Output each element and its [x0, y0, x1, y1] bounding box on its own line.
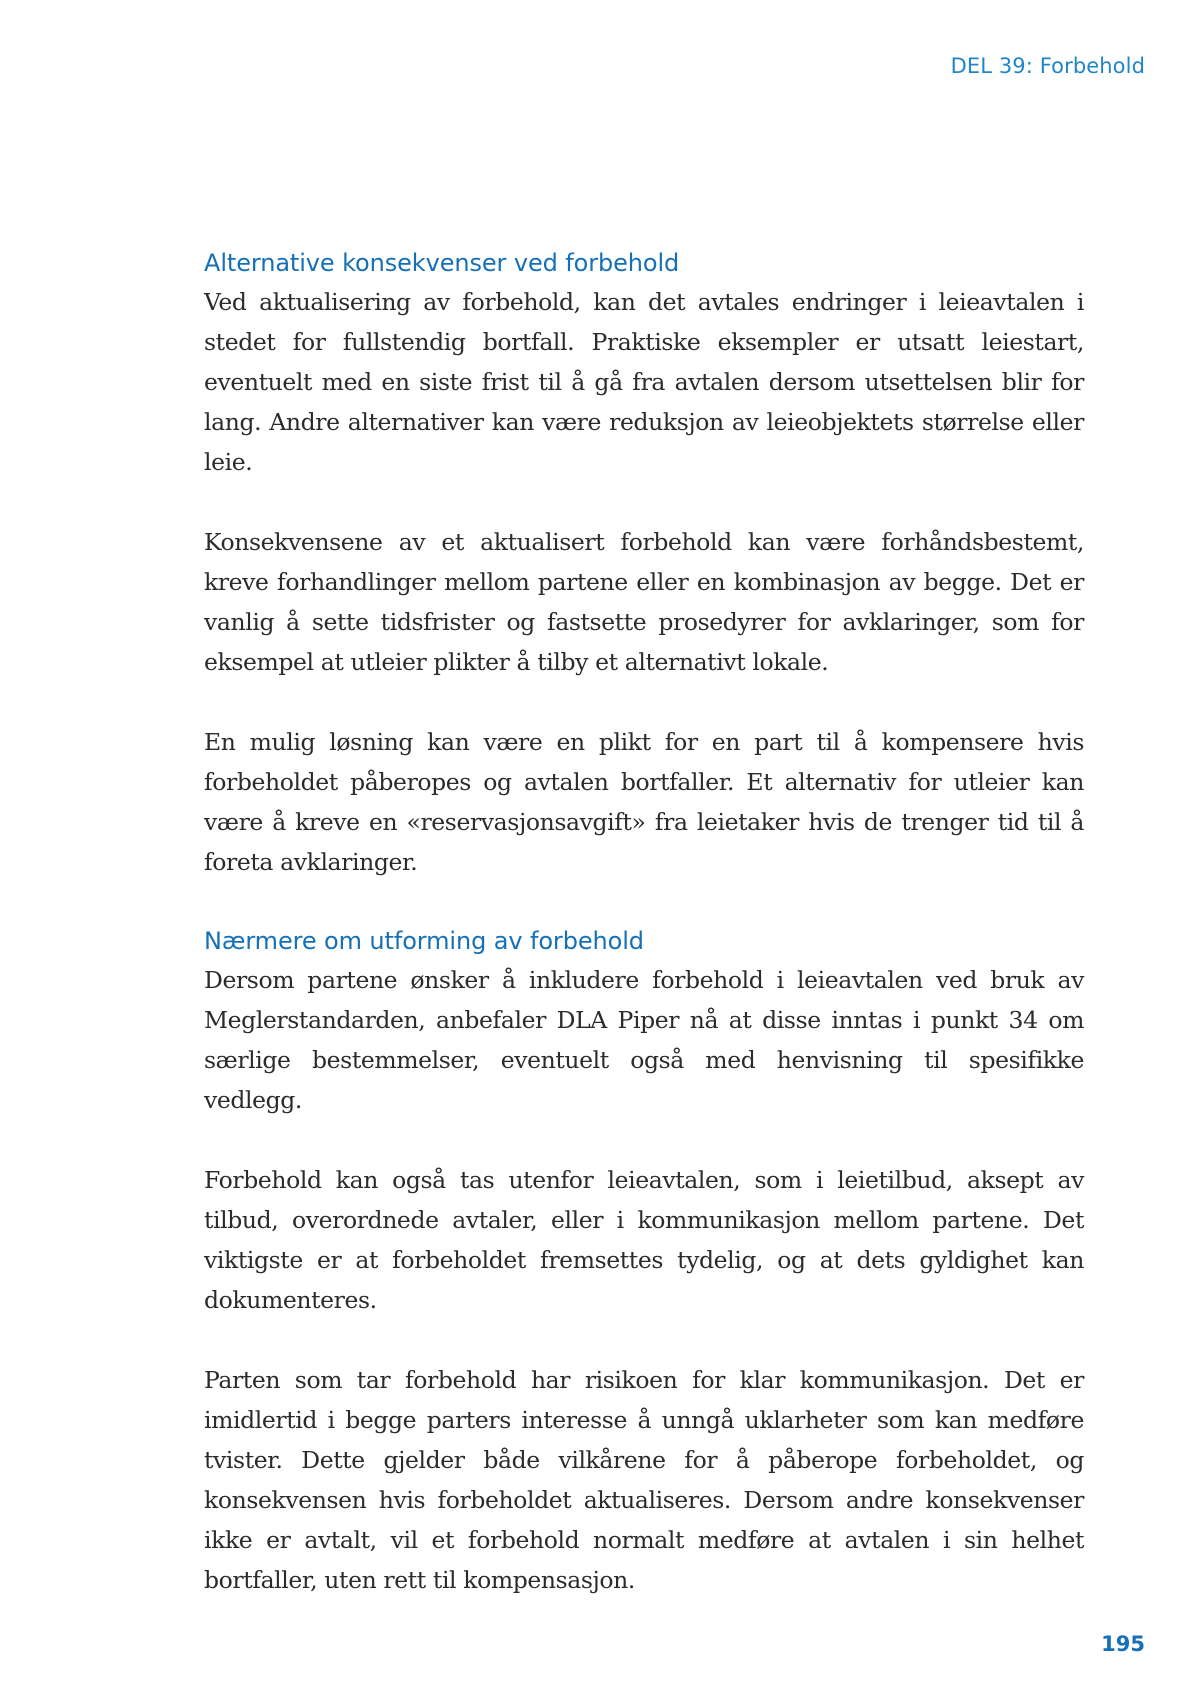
- paragraph: Ved aktualisering av forbehold, kan det avtales endringer i leieavtalen i stedet for fullstendig bortfall. Praktiske eksempler er utsatt leiestart, eventuelt med en siste frist til å gå fra avtalen dersom utsettelsen blir for lang. Andre alternativer kan være reduksjon av leieobjektets størrelse eller leie.: [204, 288, 1084, 476]
- running-header: DEL 39: Forbehold: [950, 54, 1145, 78]
- paragraph: Forbehold kan også tas utenfor leieavtalen, som i leietilbud, aksept av tilbud, overordnede avtaler, eller i kommunikasjon mellom partene. Det viktigste er at forbeholdet fremsettes tydelig, og at dets gyldighet kan dokumenteres.: [204, 1166, 1084, 1314]
- page-number: 195: [1101, 1632, 1145, 1656]
- section-heading-alternative-consequences: Alternative konsekvenser ved forbehold: [204, 249, 680, 277]
- paragraph: Parten som tar forbehold har risikoen for klar kommunikasjon. Det er imidlertid i begge parters interesse å unngå uklarheter som kan medføre tvister. Dette gjelder både vilkårene for å påberope forbeholdet, og konsekvensen hvis forbeholdet aktualiseres. Dersom andre konsekvenser ikke er avtalt, vil et forbehold normalt medføre at avtalen i sin helhet bortfaller, uten rett til kompensasjon.: [204, 1366, 1084, 1594]
- document-body: [204, 244, 1084, 1600]
- paragraph: En mulig løsning kan være en plikt for en part til å kompensere hvis forbeholdet påberopes og avtalen bortfaller. Et alternativ for utleier kan være å kreve en «reservasjonsavgift» fra leietaker hvis de trenger tid til å foreta avklaringer.: [204, 728, 1084, 876]
- section-heading-drafting-reservations: Nærmere om utforming av forbehold: [204, 927, 644, 955]
- paragraph: Dersom partene ønsker å inkludere forbehold i leieavtalen ved bruk av Meglerstandarden, anbefaler DLA Piper nå at disse inntas i punkt 34 om særlige bestemmelser, eventuelt også med henvisning til spesifikke vedlegg.: [204, 966, 1084, 1114]
- paragraph: Konsekvensene av et aktualisert forbehold kan være forhåndsbestemt, kreve forhandlinger mellom partene eller en kombinasjon av begge. Det er vanlig å sette tidsfrister og fastsette prosedyrer for avklaringer, som for eksempel at utleier plikter å tilby et alternativt lokale.: [204, 528, 1084, 676]
